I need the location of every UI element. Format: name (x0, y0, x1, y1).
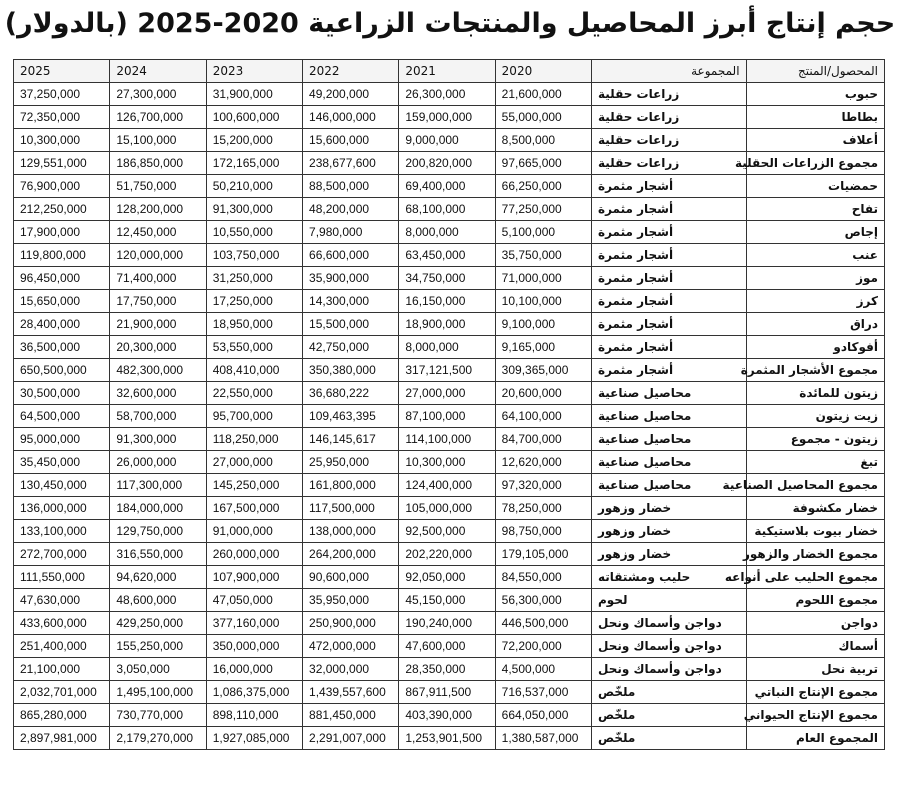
product-cell: مجموع الإنتاج الحيواني (746, 704, 884, 727)
product-cell: حمضيات (746, 175, 884, 198)
value-cell: 71,400,000 (110, 267, 206, 290)
product-cell: أسماك (746, 635, 884, 658)
value-cell: 92,050,000 (399, 566, 495, 589)
group-cell: ملخّص (592, 681, 747, 704)
value-cell: 1,439,557,600 (303, 681, 399, 704)
page-title: حجم إنتاج أبرز المحاصيل والمنتجات الزراعية 2020-2025 (بالدولار) (4, 8, 896, 39)
value-cell: 15,100,000 (110, 129, 206, 152)
value-cell: 36,680,222 (303, 382, 399, 405)
product-cell: أعلاف (746, 129, 884, 152)
header-group: المجموعة (592, 60, 747, 83)
value-cell: 15,600,000 (303, 129, 399, 152)
value-cell: 17,900,000 (14, 221, 110, 244)
value-cell: 716,537,000 (495, 681, 591, 704)
group-cell: محاصيل صناعية (592, 382, 747, 405)
value-cell: 47,600,000 (399, 635, 495, 658)
value-cell: 87,100,000 (399, 405, 495, 428)
group-cell: خضار وزهور (592, 520, 747, 543)
value-cell: 1,086,375,000 (206, 681, 302, 704)
table-row (14, 336, 885, 359)
table-row (14, 152, 885, 175)
value-cell: 21,100,000 (14, 658, 110, 681)
value-cell: 21,900,000 (110, 313, 206, 336)
value-cell: 35,750,000 (495, 244, 591, 267)
value-cell: 350,000,000 (206, 635, 302, 658)
value-cell: 26,300,000 (399, 83, 495, 106)
value-cell: 179,105,000 (495, 543, 591, 566)
value-cell: 27,300,000 (110, 83, 206, 106)
group-cell: أشجار مثمرة (592, 244, 747, 267)
value-cell: 64,100,000 (495, 405, 591, 428)
value-cell: 202,220,000 (399, 543, 495, 566)
group-cell: محاصيل صناعية (592, 451, 747, 474)
value-cell: 37,250,000 (14, 83, 110, 106)
table-row (14, 589, 885, 612)
table-row (14, 405, 885, 428)
value-cell: 27,000,000 (206, 451, 302, 474)
product-cell: تبغ (746, 451, 884, 474)
value-cell: 91,300,000 (206, 198, 302, 221)
value-cell: 72,200,000 (495, 635, 591, 658)
product-cell: مجموع المحاصيل الصناعية (746, 474, 884, 497)
product-cell: خضار مكشوفة (746, 497, 884, 520)
value-cell: 212,250,000 (14, 198, 110, 221)
product-cell: حبوب (746, 83, 884, 106)
value-cell: 650,500,000 (14, 359, 110, 382)
product-cell: بطاطا (746, 106, 884, 129)
value-cell: 17,250,000 (206, 290, 302, 313)
value-cell: 130,450,000 (14, 474, 110, 497)
header-year-2022: 2022 (303, 60, 399, 83)
group-cell: دواجن وأسماك ونحل (592, 658, 747, 681)
value-cell: 350,380,000 (303, 359, 399, 382)
value-cell: 48,600,000 (110, 589, 206, 612)
value-cell: 69,400,000 (399, 175, 495, 198)
value-cell: 10,550,000 (206, 221, 302, 244)
value-cell: 32,000,000 (303, 658, 399, 681)
value-cell: 120,000,000 (110, 244, 206, 267)
value-cell: 190,240,000 (399, 612, 495, 635)
table-row (14, 198, 885, 221)
product-cell: مجموع الخضار والزهور (746, 543, 884, 566)
value-cell: 42,750,000 (303, 336, 399, 359)
table-row (14, 520, 885, 543)
table-row (14, 313, 885, 336)
value-cell: 47,630,000 (14, 589, 110, 612)
value-cell: 109,463,395 (303, 405, 399, 428)
value-cell: 159,000,000 (399, 106, 495, 129)
value-cell: 898,110,000 (206, 704, 302, 727)
product-cell: مجموع اللحوم (746, 589, 884, 612)
group-cell: أشجار مثمرة (592, 359, 747, 382)
value-cell: 7,980,000 (303, 221, 399, 244)
value-cell: 10,300,000 (14, 129, 110, 152)
value-cell: 867,911,500 (399, 681, 495, 704)
product-cell: زيت زيتون (746, 405, 884, 428)
value-cell: 96,450,000 (14, 267, 110, 290)
table-row (14, 290, 885, 313)
value-cell: 32,600,000 (110, 382, 206, 405)
value-cell: 51,750,000 (110, 175, 206, 198)
table-row (14, 129, 885, 152)
product-cell: مجموع الأشجار المثمرة (746, 359, 884, 382)
value-cell: 94,620,000 (110, 566, 206, 589)
value-cell: 5,100,000 (495, 221, 591, 244)
product-cell: أفوكادو (746, 336, 884, 359)
group-cell: ملخّص (592, 727, 747, 750)
group-cell: محاصيل صناعية (592, 405, 747, 428)
value-cell: 429,250,000 (110, 612, 206, 635)
value-cell: 103,750,000 (206, 244, 302, 267)
value-cell: 48,200,000 (303, 198, 399, 221)
value-cell: 35,450,000 (14, 451, 110, 474)
group-cell: زراعات حقلية (592, 83, 747, 106)
value-cell: 111,550,000 (14, 566, 110, 589)
value-cell: 136,000,000 (14, 497, 110, 520)
value-cell: 403,390,000 (399, 704, 495, 727)
product-cell: تفاح (746, 198, 884, 221)
value-cell: 56,300,000 (495, 589, 591, 612)
value-cell: 49,200,000 (303, 83, 399, 106)
value-cell: 2,897,981,000 (14, 727, 110, 750)
value-cell: 63,450,000 (399, 244, 495, 267)
value-cell: 4,500,000 (495, 658, 591, 681)
value-cell: 117,300,000 (110, 474, 206, 497)
group-cell: دواجن وأسماك ونحل (592, 635, 747, 658)
value-cell: 309,365,000 (495, 359, 591, 382)
table-row (14, 658, 885, 681)
product-cell: زيتون للمائدة (746, 382, 884, 405)
product-cell: تربية نحل (746, 658, 884, 681)
value-cell: 15,500,000 (303, 313, 399, 336)
value-cell: 3,050,000 (110, 658, 206, 681)
group-cell: ملخّص (592, 704, 747, 727)
group-cell: أشجار مثمرة (592, 198, 747, 221)
value-cell: 129,551,000 (14, 152, 110, 175)
value-cell: 30,500,000 (14, 382, 110, 405)
value-cell: 84,550,000 (495, 566, 591, 589)
value-cell: 133,100,000 (14, 520, 110, 543)
group-cell: زراعات حقلية (592, 106, 747, 129)
value-cell: 2,032,701,000 (14, 681, 110, 704)
value-cell: 71,000,000 (495, 267, 591, 290)
table-row (14, 359, 885, 382)
group-cell: محاصيل صناعية (592, 428, 747, 451)
group-cell: زراعات حقلية (592, 129, 747, 152)
table-row (14, 106, 885, 129)
value-cell: 155,250,000 (110, 635, 206, 658)
value-cell: 145,250,000 (206, 474, 302, 497)
value-cell: 129,750,000 (110, 520, 206, 543)
value-cell: 18,950,000 (206, 313, 302, 336)
value-cell: 20,600,000 (495, 382, 591, 405)
value-cell: 433,600,000 (14, 612, 110, 635)
table-row (14, 635, 885, 658)
group-cell: خضار وزهور (592, 543, 747, 566)
value-cell: 58,700,000 (110, 405, 206, 428)
value-cell: 107,900,000 (206, 566, 302, 589)
value-cell: 408,410,000 (206, 359, 302, 382)
table-row (14, 612, 885, 635)
value-cell: 27,000,000 (399, 382, 495, 405)
group-cell: أشجار مثمرة (592, 290, 747, 313)
product-cell: موز (746, 267, 884, 290)
value-cell: 26,000,000 (110, 451, 206, 474)
table-row (14, 221, 885, 244)
group-cell: أشجار مثمرة (592, 313, 747, 336)
value-cell: 9,100,000 (495, 313, 591, 336)
value-cell: 472,000,000 (303, 635, 399, 658)
value-cell: 260,000,000 (206, 543, 302, 566)
value-cell: 881,450,000 (303, 704, 399, 727)
value-cell: 92,500,000 (399, 520, 495, 543)
value-cell: 377,160,000 (206, 612, 302, 635)
value-cell: 91,000,000 (206, 520, 302, 543)
group-cell: دواجن وأسماك ونحل (592, 612, 747, 635)
value-cell: 36,500,000 (14, 336, 110, 359)
table-row (14, 704, 885, 727)
product-cell: إجاص (746, 221, 884, 244)
table-body (14, 83, 885, 750)
group-cell: زراعات حقلية (592, 152, 747, 175)
value-cell: 161,800,000 (303, 474, 399, 497)
value-cell: 35,950,000 (303, 589, 399, 612)
value-cell: 47,050,000 (206, 589, 302, 612)
value-cell: 28,400,000 (14, 313, 110, 336)
product-cell: خضار بيوت بلاستيكية (746, 520, 884, 543)
value-cell: 126,700,000 (110, 106, 206, 129)
value-cell: 1,495,100,000 (110, 681, 206, 704)
header-year-2023: 2023 (206, 60, 302, 83)
value-cell: 316,550,000 (110, 543, 206, 566)
value-cell: 1,380,587,000 (495, 727, 591, 750)
table-row (14, 244, 885, 267)
value-cell: 20,300,000 (110, 336, 206, 359)
product-cell: دواجن (746, 612, 884, 635)
product-cell: مجموع الحليب على أنواعه (746, 566, 884, 589)
value-cell: 128,200,000 (110, 198, 206, 221)
value-cell: 64,500,000 (14, 405, 110, 428)
product-cell: مجموع الإنتاج النباتي (746, 681, 884, 704)
value-cell: 98,750,000 (495, 520, 591, 543)
group-cell: أشجار مثمرة (592, 175, 747, 198)
value-cell: 118,250,000 (206, 428, 302, 451)
value-cell: 16,000,000 (206, 658, 302, 681)
value-cell: 100,600,000 (206, 106, 302, 129)
value-cell: 1,927,085,000 (206, 727, 302, 750)
product-cell: المجموع العام (746, 727, 884, 750)
value-cell: 34,750,000 (399, 267, 495, 290)
value-cell: 55,000,000 (495, 106, 591, 129)
value-cell: 138,000,000 (303, 520, 399, 543)
value-cell: 172,165,000 (206, 152, 302, 175)
value-cell: 114,100,000 (399, 428, 495, 451)
value-cell: 105,000,000 (399, 497, 495, 520)
value-cell: 124,400,000 (399, 474, 495, 497)
value-cell: 9,000,000 (399, 129, 495, 152)
product-cell: زيتون - مجموع (746, 428, 884, 451)
table-row (14, 497, 885, 520)
table-row (14, 382, 885, 405)
header-year-2021: 2021 (399, 60, 495, 83)
value-cell: 66,600,000 (303, 244, 399, 267)
value-cell: 146,145,617 (303, 428, 399, 451)
product-cell: مجموع الزراعات الحقلية (746, 152, 884, 175)
value-cell: 317,121,500 (399, 359, 495, 382)
value-cell: 66,250,000 (495, 175, 591, 198)
value-cell: 21,600,000 (495, 83, 591, 106)
group-cell: محاصيل صناعية (592, 474, 747, 497)
value-cell: 91,300,000 (110, 428, 206, 451)
value-cell: 76,900,000 (14, 175, 110, 198)
value-cell: 730,770,000 (110, 704, 206, 727)
table-row (14, 727, 885, 750)
value-cell: 119,800,000 (14, 244, 110, 267)
group-cell: أشجار مثمرة (592, 221, 747, 244)
header-product: المحصول/المنتج (746, 60, 884, 83)
value-cell: 97,320,000 (495, 474, 591, 497)
value-cell: 1,253,901,500 (399, 727, 495, 750)
production-table (13, 59, 885, 750)
value-cell: 17,750,000 (110, 290, 206, 313)
value-cell: 68,100,000 (399, 198, 495, 221)
value-cell: 167,500,000 (206, 497, 302, 520)
value-cell: 238,677,600 (303, 152, 399, 175)
value-cell: 14,300,000 (303, 290, 399, 313)
value-cell: 2,291,007,000 (303, 727, 399, 750)
header-year-2025: 2025 (14, 60, 110, 83)
table-row (14, 474, 885, 497)
table-row (14, 681, 885, 704)
value-cell: 12,620,000 (495, 451, 591, 474)
value-cell: 18,900,000 (399, 313, 495, 336)
header-year-2020: 2020 (495, 60, 591, 83)
value-cell: 446,500,000 (495, 612, 591, 635)
value-cell: 84,700,000 (495, 428, 591, 451)
header-year-2024: 2024 (110, 60, 206, 83)
value-cell: 45,150,000 (399, 589, 495, 612)
value-cell: 78,250,000 (495, 497, 591, 520)
value-cell: 31,900,000 (206, 83, 302, 106)
value-cell: 264,200,000 (303, 543, 399, 566)
value-cell: 77,250,000 (495, 198, 591, 221)
table-row (14, 175, 885, 198)
group-cell: لحوم (592, 589, 747, 612)
value-cell: 186,850,000 (110, 152, 206, 175)
value-cell: 16,150,000 (399, 290, 495, 313)
value-cell: 117,500,000 (303, 497, 399, 520)
value-cell: 50,210,000 (206, 175, 302, 198)
value-cell: 88,500,000 (303, 175, 399, 198)
value-cell: 200,820,000 (399, 152, 495, 175)
group-cell: خضار وزهور (592, 497, 747, 520)
table-row (14, 267, 885, 290)
value-cell: 482,300,000 (110, 359, 206, 382)
value-cell: 8,000,000 (399, 221, 495, 244)
value-cell: 9,165,000 (495, 336, 591, 359)
value-cell: 146,000,000 (303, 106, 399, 129)
value-cell: 664,050,000 (495, 704, 591, 727)
value-cell: 35,900,000 (303, 267, 399, 290)
value-cell: 2,179,270,000 (110, 727, 206, 750)
value-cell: 251,400,000 (14, 635, 110, 658)
group-cell: أشجار مثمرة (592, 267, 747, 290)
product-cell: عنب (746, 244, 884, 267)
value-cell: 31,250,000 (206, 267, 302, 290)
product-cell: كرز (746, 290, 884, 313)
group-cell: أشجار مثمرة (592, 336, 747, 359)
table-row (14, 451, 885, 474)
value-cell: 28,350,000 (399, 658, 495, 681)
value-cell: 90,600,000 (303, 566, 399, 589)
value-cell: 72,350,000 (14, 106, 110, 129)
value-cell: 10,300,000 (399, 451, 495, 474)
value-cell: 97,665,000 (495, 152, 591, 175)
table-row (14, 566, 885, 589)
table-row (14, 83, 885, 106)
value-cell: 22,550,000 (206, 382, 302, 405)
value-cell: 53,550,000 (206, 336, 302, 359)
value-cell: 250,900,000 (303, 612, 399, 635)
header-row (14, 60, 885, 83)
value-cell: 184,000,000 (110, 497, 206, 520)
value-cell: 95,000,000 (14, 428, 110, 451)
value-cell: 95,700,000 (206, 405, 302, 428)
product-cell: دراق (746, 313, 884, 336)
value-cell: 8,500,000 (495, 129, 591, 152)
value-cell: 8,000,000 (399, 336, 495, 359)
value-cell: 10,100,000 (495, 290, 591, 313)
value-cell: 25,950,000 (303, 451, 399, 474)
value-cell: 12,450,000 (110, 221, 206, 244)
value-cell: 865,280,000 (14, 704, 110, 727)
value-cell: 15,200,000 (206, 129, 302, 152)
value-cell: 272,700,000 (14, 543, 110, 566)
group-cell: حليب ومشتقاته (592, 566, 747, 589)
table-row (14, 428, 885, 451)
table-row (14, 543, 885, 566)
value-cell: 15,650,000 (14, 290, 110, 313)
